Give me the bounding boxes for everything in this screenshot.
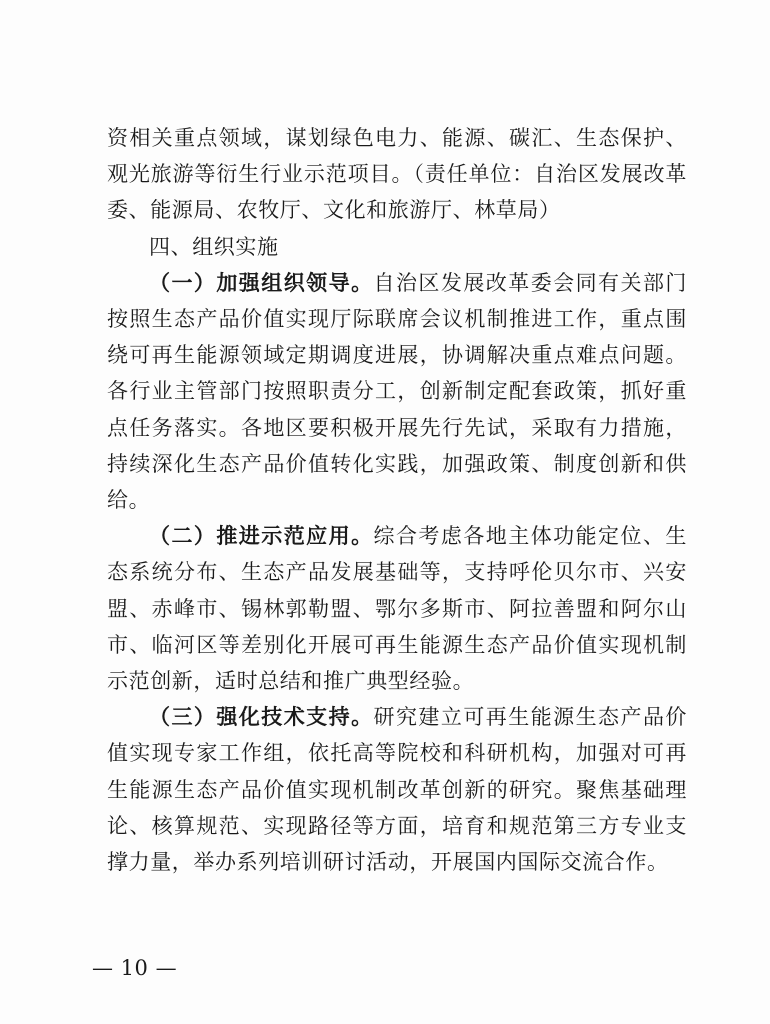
paragraph-text: 研究建立可再生能源生态产品价值实现专家工作组，依托高等院校和科研机构，加强对可再生能源生态产品价值实现机制改革创新的研究。聚焦基础理论、核算规范、实现路径等方面，培育和规范第三方专业支撑力量，举办系列培训研讨活动，开展国内国际交流合作。 (107, 705, 688, 875)
paragraph-continuation (107, 120, 687, 229)
paragraph-lead: （一）加强组织领导。 (149, 270, 374, 295)
paragraph-text: 资相关重点领域，谋划绿色电力、能源、碳汇、生态保护、观光旅游等衍生行业示范项目。（责任单位：自治区发展改革委、能源局、农牧厅、文化和旅游厅、林草局） (107, 126, 687, 223)
paragraph-demonstration-application (107, 518, 687, 699)
paragraph-text: 自治区发展改革委会同有关部门按照生态产品价值实现厅际联席会议机制推进工作，重点围绕可再生能源领域定期调度进展，协调解决重点难点问题。各行业主管部门按照职责分工，创新制定配套政策，抓好重点任务落实。各地区要积极开展先行先试，采取有力措施，持续深化生态产品价值转化实践，加强政策、制度创新和供给。 (107, 270, 688, 513)
page-number: — 10 — (92, 956, 178, 980)
document-body (107, 120, 687, 880)
paragraph-text: 综合考虑各地主体功能定位、生态系统分布、生态产品发展基础等，支持呼伦贝尔市、兴安盟、赤峰市、锡林郭勒盟、鄂尔多斯市、阿拉善盟和阿尔山市、临河区等差别化开展可再生能源生态产品价值实现机制示范创新，适时总结和推广典型经验。 (107, 524, 688, 694)
paragraph-organization-leadership (107, 265, 687, 518)
section-heading: 四、组织实施 (149, 234, 279, 259)
paragraph-lead: （二）推进示范应用。 (149, 524, 374, 549)
paragraph-lead: （三）强化技术支持。 (149, 705, 374, 730)
paragraph-technical-support (107, 699, 687, 880)
